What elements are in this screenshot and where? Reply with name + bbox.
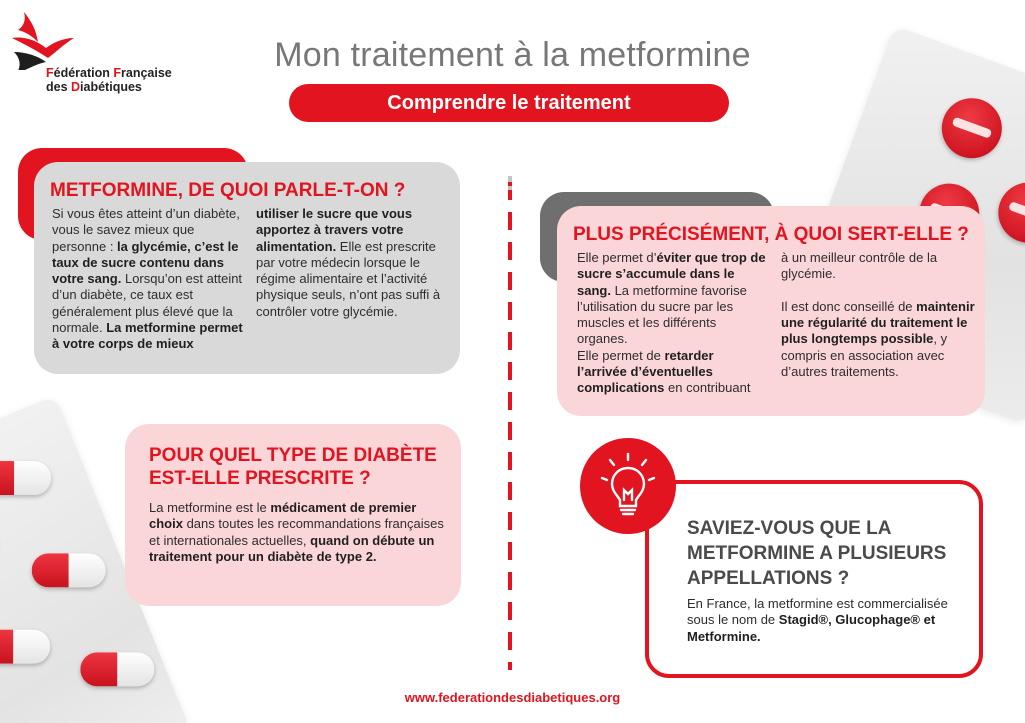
card-text: La metformine est le médicament de premier choix dans toutes les recommandations françaises et internationales actuelles, quand on débute un traitement pour un diabète de type 2. (149, 500, 444, 564)
capsule-pill (80, 652, 154, 686)
capsule-pill (0, 630, 50, 664)
card-title: POUR QUEL TYPE DE DIABÈTE EST-ELLE PRESCRITE ? (149, 445, 437, 489)
dashed-divider (508, 176, 512, 670)
card-title: PLUS PRÉCISÉMENT, À QUOI SERT-ELLE ? (573, 224, 969, 245)
card-text-column: à un meilleur contrôle de la glycémie. Il est donc conseillé de maintenir une régularité du traitement le plus longtemps possible, y compris en association avec d’autres traitements. (781, 250, 975, 380)
lightbulb-icon (580, 438, 676, 534)
card-diabetes-type (125, 424, 461, 606)
card-text-column: utiliser le sucre que vous apportez à travers votre alimentation. Elle est prescrite par votre médecin lorsque le régime alimentaire et l’activité physique seuls, n’ont pas suffi à contrôler votre glycémie. (256, 206, 441, 319)
capsule-pill (32, 553, 106, 587)
card-title: SAVIEZ-VOUS QUE LA METFORMINE A PLUSIEURS APPELLATIONS ? (687, 518, 947, 589)
page-title: Mon traitement à la metformine (274, 36, 751, 74)
card-precisely (557, 206, 985, 416)
card-text-column: Elle permet d’éviter que trop de sucre s’accumule dans le sang. La metformine favorise l’utilisation du sucre par les muscles et les différents organes. Elle permet de retarder l’arrivée d’éventuelles complications en contribuant (577, 250, 766, 396)
round-pill (933, 90, 1010, 167)
round-pill (990, 174, 1025, 251)
footer-website-link[interactable]: www.federationdesdiabetiques.org (404, 690, 621, 705)
card-names (645, 480, 983, 678)
page-subtitle: Comprendre le traitement (289, 84, 729, 122)
logo-text: Fédération Française des Diabétiques (46, 66, 172, 94)
card-metformine-intro (34, 162, 460, 374)
card-text: En France, la metformine est commercialisée sous le nom de Stagid®, Glucophage® et Metformine. (687, 596, 948, 644)
dashed-divider-top (508, 176, 512, 190)
capsule-pill (0, 461, 51, 495)
card-title: METFORMINE, DE QUOI PARLE-T-ON ? (50, 180, 406, 201)
card-text-column: Si vous êtes atteint d’un diabète, vous le savez mieux que personne : la glycémie, c’est le taux de sucre contenu dans votre sang. Lorsqu’on est atteint d’un diabète, ce taux est généralement plus élevé que la normale. La metformine permet à votre corps de mieux (52, 206, 243, 352)
lightbulb-badge (580, 438, 676, 534)
